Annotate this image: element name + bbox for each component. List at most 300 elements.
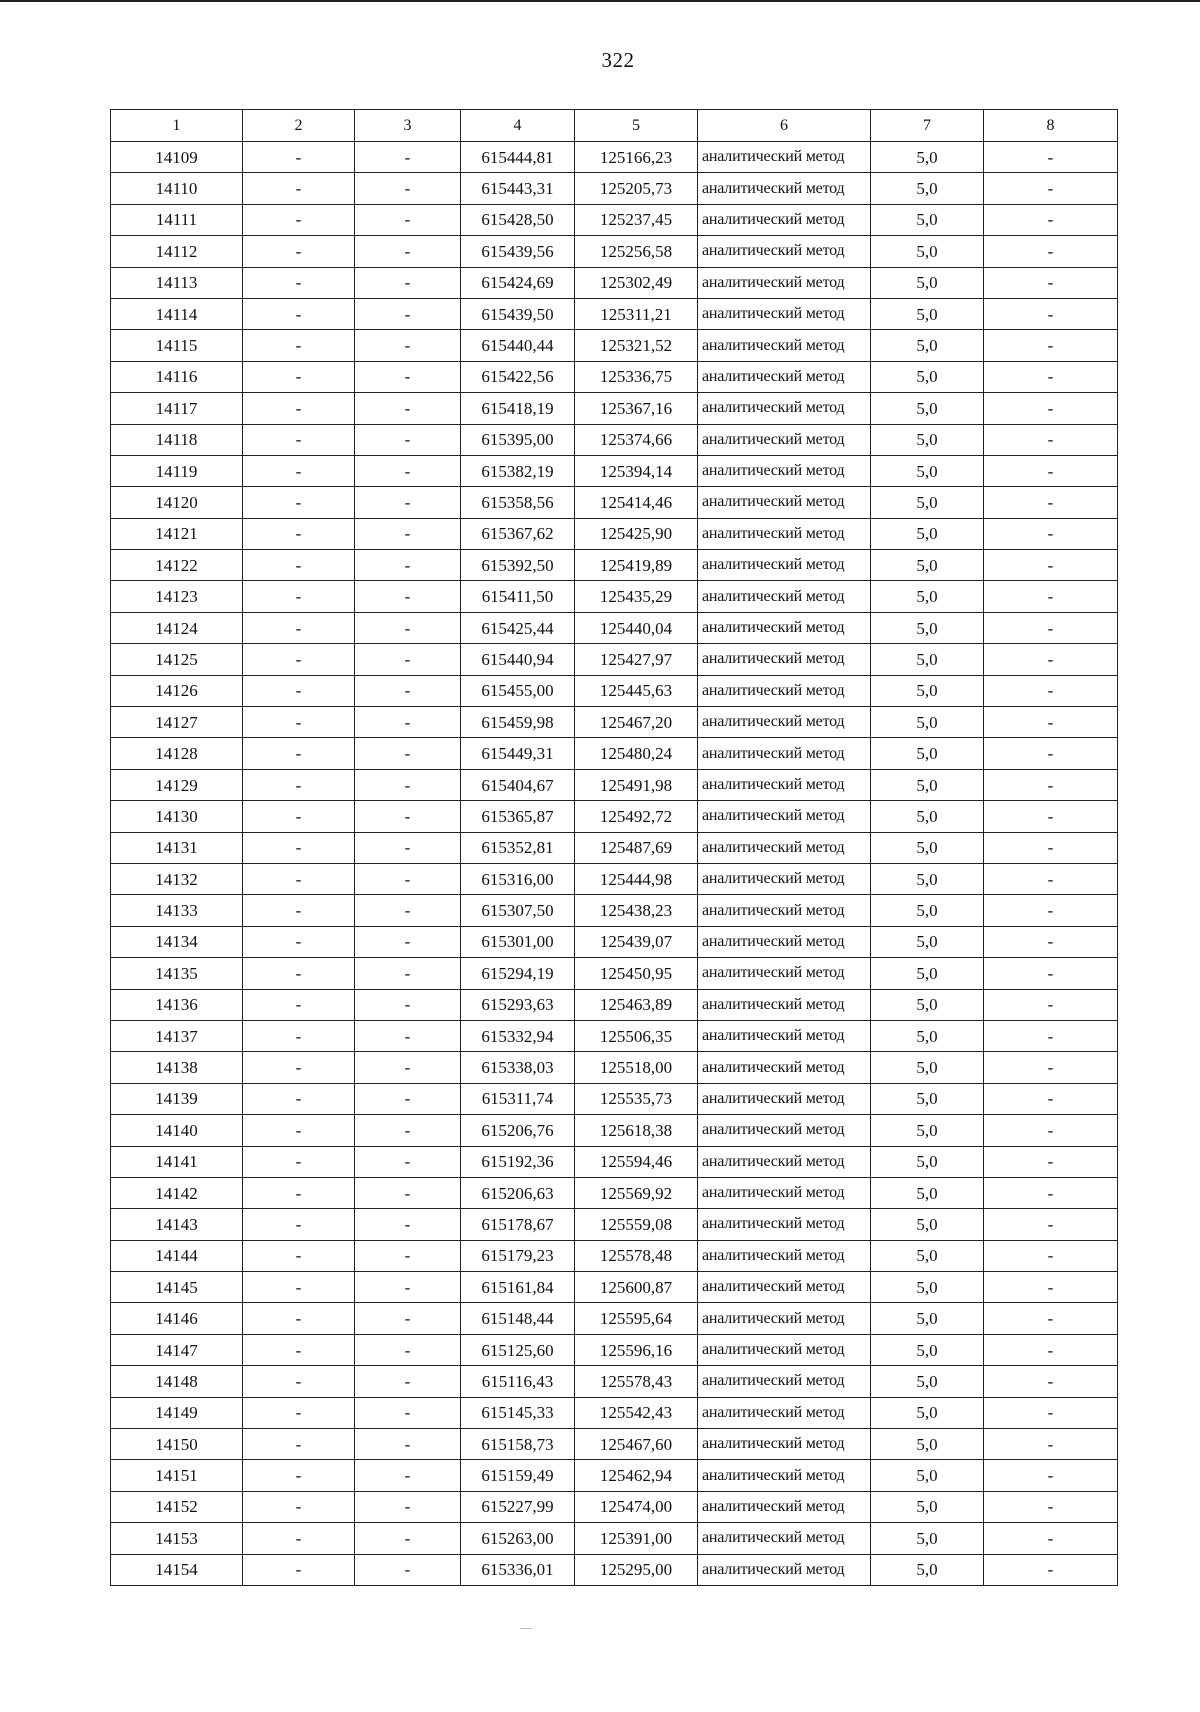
method-cell: аналитический метод — [698, 455, 871, 486]
col-8-cell: - — [984, 1177, 1118, 1208]
table-row — [111, 1020, 1118, 1051]
point-number-cell: 14116 — [111, 361, 243, 392]
col-3-cell: - — [355, 1240, 461, 1271]
header-row — [111, 110, 1118, 142]
y-coordinate-cell: 125336,75 — [575, 361, 698, 392]
table-row — [111, 1460, 1118, 1491]
point-number-cell: 14129 — [111, 769, 243, 800]
y-coordinate-cell: 125467,60 — [575, 1429, 698, 1460]
table-row — [111, 1177, 1118, 1208]
y-coordinate-cell: 125542,43 — [575, 1397, 698, 1428]
accuracy-cell: 5,0 — [871, 1491, 984, 1522]
table-row — [111, 424, 1118, 455]
table-row — [111, 1334, 1118, 1365]
accuracy-cell: 5,0 — [871, 1334, 984, 1365]
x-coordinate-cell: 615192,36 — [461, 1146, 575, 1177]
point-number-cell: 14114 — [111, 298, 243, 329]
x-coordinate-cell: 615263,00 — [461, 1523, 575, 1554]
x-coordinate-cell: 615294,19 — [461, 958, 575, 989]
point-number-cell: 14147 — [111, 1334, 243, 1365]
column-header-3: 3 — [355, 110, 461, 142]
point-number-cell: 14131 — [111, 832, 243, 863]
method-cell: аналитический метод — [698, 612, 871, 643]
col-2-cell: - — [243, 330, 355, 361]
point-number-cell: 14122 — [111, 550, 243, 581]
method-cell: аналитический метод — [698, 1083, 871, 1114]
point-number-cell: 14123 — [111, 581, 243, 612]
col-2-cell: - — [243, 1366, 355, 1397]
y-coordinate-cell: 125311,21 — [575, 298, 698, 329]
accuracy-cell: 5,0 — [871, 989, 984, 1020]
col-3-cell: - — [355, 1052, 461, 1083]
col-8-cell: - — [984, 958, 1118, 989]
y-coordinate-cell: 125578,43 — [575, 1366, 698, 1397]
col-3-cell: - — [355, 393, 461, 424]
col-8-cell: - — [984, 1460, 1118, 1491]
table-row — [111, 518, 1118, 549]
method-cell: аналитический метод — [698, 1146, 871, 1177]
method-cell: аналитический метод — [698, 581, 871, 612]
accuracy-cell: 5,0 — [871, 1272, 984, 1303]
method-cell: аналитический метод — [698, 1334, 871, 1365]
x-coordinate-cell: 615439,56 — [461, 236, 575, 267]
point-number-cell: 14153 — [111, 1523, 243, 1554]
col-3-cell: - — [355, 958, 461, 989]
x-coordinate-cell: 615301,00 — [461, 926, 575, 957]
table-row — [111, 204, 1118, 235]
point-number-cell: 14146 — [111, 1303, 243, 1334]
y-coordinate-cell: 125450,95 — [575, 958, 698, 989]
x-coordinate-cell: 615227,99 — [461, 1491, 575, 1522]
col-8-cell: - — [984, 769, 1118, 800]
col-8-cell: - — [984, 581, 1118, 612]
method-cell: аналитический метод — [698, 769, 871, 800]
col-8-cell: - — [984, 267, 1118, 298]
accuracy-cell: 5,0 — [871, 1115, 984, 1146]
point-number-cell: 14139 — [111, 1083, 243, 1114]
method-cell: аналитический метод — [698, 989, 871, 1020]
table-row — [111, 1554, 1118, 1585]
method-cell: аналитический метод — [698, 832, 871, 863]
point-number-cell: 14111 — [111, 204, 243, 235]
col-8-cell: - — [984, 550, 1118, 581]
col-8-cell: - — [984, 1397, 1118, 1428]
col-2-cell: - — [243, 424, 355, 455]
point-number-cell: 14134 — [111, 926, 243, 957]
point-number-cell: 14152 — [111, 1491, 243, 1522]
accuracy-cell: 5,0 — [871, 801, 984, 832]
col-3-cell: - — [355, 455, 461, 486]
x-coordinate-cell: 615179,23 — [461, 1240, 575, 1271]
method-cell: аналитический метод — [698, 1554, 871, 1585]
col-2-cell: - — [243, 518, 355, 549]
col-8-cell: - — [984, 1272, 1118, 1303]
y-coordinate-cell: 125618,38 — [575, 1115, 698, 1146]
col-3-cell: - — [355, 236, 461, 267]
col-2-cell: - — [243, 455, 355, 486]
col-2-cell: - — [243, 173, 355, 204]
point-number-cell: 14118 — [111, 424, 243, 455]
x-coordinate-cell: 615158,73 — [461, 1429, 575, 1460]
y-coordinate-cell: 125391,00 — [575, 1523, 698, 1554]
col-3-cell: - — [355, 863, 461, 894]
point-number-cell: 14112 — [111, 236, 243, 267]
col-3-cell: - — [355, 1020, 461, 1051]
column-header-6: 6 — [698, 110, 871, 142]
method-cell: аналитический метод — [698, 707, 871, 738]
accuracy-cell: 5,0 — [871, 267, 984, 298]
col-8-cell: - — [984, 173, 1118, 204]
table-row — [111, 926, 1118, 957]
accuracy-cell: 5,0 — [871, 675, 984, 706]
col-2-cell: - — [243, 707, 355, 738]
y-coordinate-cell: 125600,87 — [575, 1272, 698, 1303]
accuracy-cell: 5,0 — [871, 1240, 984, 1271]
table-row — [111, 1429, 1118, 1460]
col-3-cell: - — [355, 1366, 461, 1397]
table-row — [111, 707, 1118, 738]
y-coordinate-cell: 125438,23 — [575, 895, 698, 926]
col-3-cell: - — [355, 518, 461, 549]
x-coordinate-cell: 615145,33 — [461, 1397, 575, 1428]
table-row — [111, 236, 1118, 267]
col-3-cell: - — [355, 926, 461, 957]
method-cell: аналитический метод — [698, 142, 871, 173]
method-cell: аналитический метод — [698, 863, 871, 894]
point-number-cell: 14150 — [111, 1429, 243, 1460]
col-8-cell: - — [984, 1523, 1118, 1554]
point-number-cell: 14136 — [111, 989, 243, 1020]
col-2-cell: - — [243, 1209, 355, 1240]
col-2-cell: - — [243, 1020, 355, 1051]
x-coordinate-cell: 615332,94 — [461, 1020, 575, 1051]
col-3-cell: - — [355, 801, 461, 832]
col-2-cell: - — [243, 581, 355, 612]
x-coordinate-cell: 615440,94 — [461, 644, 575, 675]
accuracy-cell: 5,0 — [871, 455, 984, 486]
col-3-cell: - — [355, 487, 461, 518]
x-coordinate-cell: 615422,56 — [461, 361, 575, 392]
col-3-cell: - — [355, 1491, 461, 1522]
col-2-cell: - — [243, 675, 355, 706]
col-2-cell: - — [243, 958, 355, 989]
col-3-cell: - — [355, 895, 461, 926]
table-row — [111, 958, 1118, 989]
table-row — [111, 801, 1118, 832]
y-coordinate-cell: 125321,52 — [575, 330, 698, 361]
table-row — [111, 738, 1118, 769]
y-coordinate-cell: 125237,45 — [575, 204, 698, 235]
method-cell: аналитический метод — [698, 1460, 871, 1491]
point-number-cell: 14125 — [111, 644, 243, 675]
accuracy-cell: 5,0 — [871, 142, 984, 173]
col-3-cell: - — [355, 1083, 461, 1114]
x-coordinate-cell: 615125,60 — [461, 1334, 575, 1365]
col-2-cell: - — [243, 1460, 355, 1491]
col-2-cell: - — [243, 989, 355, 1020]
col-8-cell: - — [984, 1146, 1118, 1177]
col-2-cell: - — [243, 204, 355, 235]
x-coordinate-cell: 615293,63 — [461, 989, 575, 1020]
col-8-cell: - — [984, 644, 1118, 675]
col-2-cell: - — [243, 1303, 355, 1334]
accuracy-cell: 5,0 — [871, 958, 984, 989]
x-coordinate-cell: 615411,50 — [461, 581, 575, 612]
table-row — [111, 1397, 1118, 1428]
col-3-cell: - — [355, 1115, 461, 1146]
col-3-cell: - — [355, 989, 461, 1020]
y-coordinate-cell: 125506,35 — [575, 1020, 698, 1051]
column-header-1: 1 — [111, 110, 243, 142]
point-number-cell: 14145 — [111, 1272, 243, 1303]
col-3-cell: - — [355, 550, 461, 581]
col-2-cell: - — [243, 1177, 355, 1208]
col-8-cell: - — [984, 455, 1118, 486]
col-8-cell: - — [984, 298, 1118, 329]
accuracy-cell: 5,0 — [871, 550, 984, 581]
y-coordinate-cell: 125518,00 — [575, 1052, 698, 1083]
x-coordinate-cell: 615116,43 — [461, 1366, 575, 1397]
table-row — [111, 832, 1118, 863]
method-cell: аналитический метод — [698, 1020, 871, 1051]
point-number-cell: 14113 — [111, 267, 243, 298]
col-3-cell: - — [355, 1460, 461, 1491]
col-3-cell: - — [355, 298, 461, 329]
col-2-cell: - — [243, 1240, 355, 1271]
x-coordinate-cell: 615395,00 — [461, 424, 575, 455]
method-cell: аналитический метод — [698, 1491, 871, 1522]
col-8-cell: - — [984, 393, 1118, 424]
y-coordinate-cell: 125414,46 — [575, 487, 698, 518]
y-coordinate-cell: 125491,98 — [575, 769, 698, 800]
y-coordinate-cell: 125444,98 — [575, 863, 698, 894]
y-coordinate-cell: 125594,46 — [575, 1146, 698, 1177]
y-coordinate-cell: 125439,07 — [575, 926, 698, 957]
accuracy-cell: 5,0 — [871, 769, 984, 800]
col-8-cell: - — [984, 487, 1118, 518]
accuracy-cell: 5,0 — [871, 1083, 984, 1114]
x-coordinate-cell: 615206,76 — [461, 1115, 575, 1146]
point-number-cell: 14142 — [111, 1177, 243, 1208]
col-8-cell: - — [984, 1554, 1118, 1585]
method-cell: аналитический метод — [698, 236, 871, 267]
method-cell: аналитический метод — [698, 393, 871, 424]
top-border-line — [0, 0, 1200, 2]
point-number-cell: 14128 — [111, 738, 243, 769]
y-coordinate-cell: 125166,23 — [575, 142, 698, 173]
col-3-cell: - — [355, 644, 461, 675]
col-8-cell: - — [984, 989, 1118, 1020]
col-3-cell: - — [355, 173, 461, 204]
point-number-cell: 14110 — [111, 173, 243, 204]
method-cell: аналитический метод — [698, 424, 871, 455]
col-3-cell: - — [355, 330, 461, 361]
col-3-cell: - — [355, 1146, 461, 1177]
point-number-cell: 14140 — [111, 1115, 243, 1146]
x-coordinate-cell: 615439,50 — [461, 298, 575, 329]
col-8-cell: - — [984, 1303, 1118, 1334]
col-3-cell: - — [355, 142, 461, 173]
col-2-cell: - — [243, 1272, 355, 1303]
col-3-cell: - — [355, 267, 461, 298]
x-coordinate-cell: 615336,01 — [461, 1554, 575, 1585]
column-header-2: 2 — [243, 110, 355, 142]
y-coordinate-cell: 125295,00 — [575, 1554, 698, 1585]
method-cell: аналитический метод — [698, 738, 871, 769]
table-row — [111, 644, 1118, 675]
table-row — [111, 330, 1118, 361]
y-coordinate-cell: 125425,90 — [575, 518, 698, 549]
method-cell: аналитический метод — [698, 895, 871, 926]
col-2-cell: - — [243, 361, 355, 392]
point-number-cell: 14151 — [111, 1460, 243, 1491]
method-cell: аналитический метод — [698, 1177, 871, 1208]
col-3-cell: - — [355, 707, 461, 738]
col-2-cell: - — [243, 769, 355, 800]
col-8-cell: - — [984, 518, 1118, 549]
accuracy-cell: 5,0 — [871, 298, 984, 329]
accuracy-cell: 5,0 — [871, 518, 984, 549]
accuracy-cell: 5,0 — [871, 1052, 984, 1083]
col-2-cell: - — [243, 267, 355, 298]
table-row — [111, 393, 1118, 424]
table-row — [111, 173, 1118, 204]
table-row — [111, 581, 1118, 612]
point-number-cell: 14121 — [111, 518, 243, 549]
point-number-cell: 14132 — [111, 863, 243, 894]
column-header-8: 8 — [984, 110, 1118, 142]
point-number-cell: 14143 — [111, 1209, 243, 1240]
x-coordinate-cell: 615316,00 — [461, 863, 575, 894]
col-2-cell: - — [243, 1429, 355, 1460]
x-coordinate-cell: 615307,50 — [461, 895, 575, 926]
method-cell: аналитический метод — [698, 801, 871, 832]
y-coordinate-cell: 125559,08 — [575, 1209, 698, 1240]
col-2-cell: - — [243, 1115, 355, 1146]
accuracy-cell: 5,0 — [871, 1020, 984, 1051]
y-coordinate-cell: 125595,64 — [575, 1303, 698, 1334]
table-row — [111, 455, 1118, 486]
y-coordinate-cell: 125596,16 — [575, 1334, 698, 1365]
col-8-cell: - — [984, 1366, 1118, 1397]
column-header-7: 7 — [871, 110, 984, 142]
col-8-cell: - — [984, 707, 1118, 738]
y-coordinate-cell: 125535,73 — [575, 1083, 698, 1114]
y-coordinate-cell: 125474,00 — [575, 1491, 698, 1522]
col-3-cell: - — [355, 1209, 461, 1240]
col-3-cell: - — [355, 675, 461, 706]
method-cell: аналитический метод — [698, 926, 871, 957]
col-2-cell: - — [243, 1083, 355, 1114]
y-coordinate-cell: 125462,94 — [575, 1460, 698, 1491]
point-number-cell: 14126 — [111, 675, 243, 706]
col-3-cell: - — [355, 204, 461, 235]
accuracy-cell: 5,0 — [871, 393, 984, 424]
point-number-cell: 14115 — [111, 330, 243, 361]
point-number-cell: 14133 — [111, 895, 243, 926]
col-2-cell: - — [243, 1554, 355, 1585]
col-3-cell: - — [355, 1303, 461, 1334]
y-coordinate-cell: 125205,73 — [575, 173, 698, 204]
col-3-cell: - — [355, 1429, 461, 1460]
point-number-cell: 14117 — [111, 393, 243, 424]
accuracy-cell: 5,0 — [871, 361, 984, 392]
col-3-cell: - — [355, 361, 461, 392]
x-coordinate-cell: 615161,84 — [461, 1272, 575, 1303]
method-cell: аналитический метод — [698, 644, 871, 675]
table-row — [111, 612, 1118, 643]
point-number-cell: 14148 — [111, 1366, 243, 1397]
table-row — [111, 1146, 1118, 1177]
x-coordinate-cell: 615404,67 — [461, 769, 575, 800]
accuracy-cell: 5,0 — [871, 1146, 984, 1177]
accuracy-cell: 5,0 — [871, 1523, 984, 1554]
accuracy-cell: 5,0 — [871, 236, 984, 267]
x-coordinate-cell: 615443,31 — [461, 173, 575, 204]
col-2-cell: - — [243, 1146, 355, 1177]
col-8-cell: - — [984, 1209, 1118, 1240]
col-3-cell: - — [355, 738, 461, 769]
col-8-cell: - — [984, 1020, 1118, 1051]
table-row — [111, 142, 1118, 173]
accuracy-cell: 5,0 — [871, 1366, 984, 1397]
col-2-cell: - — [243, 1491, 355, 1522]
x-coordinate-cell: 615455,00 — [461, 675, 575, 706]
col-3-cell: - — [355, 612, 461, 643]
x-coordinate-cell: 615428,50 — [461, 204, 575, 235]
accuracy-cell: 5,0 — [871, 926, 984, 957]
col-3-cell: - — [355, 581, 461, 612]
x-coordinate-cell: 615444,81 — [461, 142, 575, 173]
table-row — [111, 361, 1118, 392]
table-row — [111, 769, 1118, 800]
accuracy-cell: 5,0 — [871, 1209, 984, 1240]
method-cell: аналитический метод — [698, 1209, 871, 1240]
col-2-cell: - — [243, 1052, 355, 1083]
page-number: 322 — [601, 48, 635, 72]
col-2-cell: - — [243, 298, 355, 329]
table-row — [111, 863, 1118, 894]
col-8-cell: - — [984, 832, 1118, 863]
accuracy-cell: 5,0 — [871, 832, 984, 863]
x-coordinate-cell: 615424,69 — [461, 267, 575, 298]
y-coordinate-cell: 125394,14 — [575, 455, 698, 486]
y-coordinate-cell: 125467,20 — [575, 707, 698, 738]
col-3-cell: - — [355, 769, 461, 800]
x-coordinate-cell: 615425,44 — [461, 612, 575, 643]
coordinates-table — [110, 109, 1118, 1586]
col-3-cell: - — [355, 1397, 461, 1428]
point-number-cell: 14154 — [111, 1554, 243, 1585]
accuracy-cell: 5,0 — [871, 895, 984, 926]
col-2-cell: - — [243, 487, 355, 518]
col-3-cell: - — [355, 1177, 461, 1208]
table-row — [111, 1240, 1118, 1271]
scan-artifact-mark — [520, 1628, 532, 1629]
point-number-cell: 14149 — [111, 1397, 243, 1428]
col-2-cell: - — [243, 236, 355, 267]
table-row — [111, 895, 1118, 926]
method-cell: аналитический метод — [698, 1115, 871, 1146]
col-2-cell: - — [243, 832, 355, 863]
x-coordinate-cell: 615459,98 — [461, 707, 575, 738]
x-coordinate-cell: 615311,74 — [461, 1083, 575, 1114]
accuracy-cell: 5,0 — [871, 204, 984, 235]
col-8-cell: - — [984, 738, 1118, 769]
point-number-cell: 14119 — [111, 455, 243, 486]
accuracy-cell: 5,0 — [871, 1177, 984, 1208]
y-coordinate-cell: 125578,48 — [575, 1240, 698, 1271]
